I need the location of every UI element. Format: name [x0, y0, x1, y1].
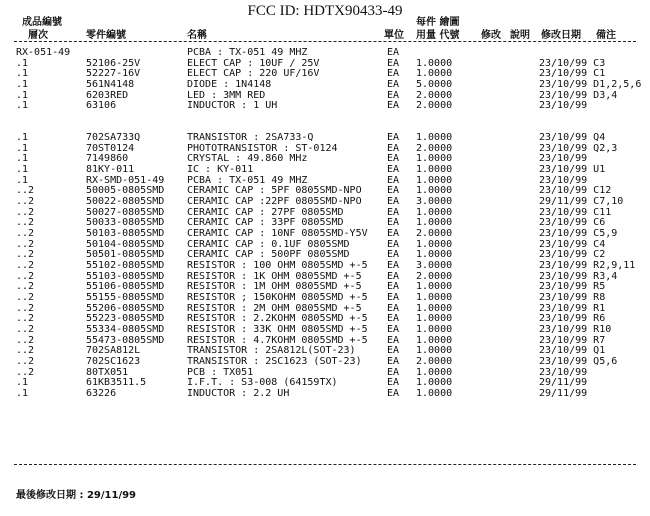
row-date-reference: 23/10/99 [539, 153, 588, 165]
row-date-reference: 23/10/99 R10 [539, 324, 612, 336]
row-part-number: 55223-0805SMD [86, 313, 165, 325]
row-part-number: 55334-0805SMD [86, 324, 165, 336]
row-unit: EA [387, 57, 400, 69]
row-level: .1 [16, 57, 29, 69]
row-date-reference: 23/10/99 R5 [539, 281, 606, 293]
row-description: CERAMIC CAP : 500PF 0805SMD [187, 249, 350, 261]
row-unit: EA [387, 79, 400, 91]
row-level: .1 [16, 68, 29, 80]
row-quantity: 1.0000 [416, 132, 453, 144]
row-part-number: 55106-0805SMD [86, 281, 165, 293]
row-date-reference: 29/11/99 [539, 377, 588, 389]
row-unit: EA [387, 132, 400, 144]
bom-table [0, 48, 650, 400]
row-date-reference: 23/10/99 [539, 100, 588, 112]
row-part-number: 52227-16V [86, 68, 141, 80]
row-unit: EA [387, 238, 400, 250]
row-description: RESISTOR : 4.7KOHM 0805SMD +-5 [187, 334, 368, 346]
header-product-code: 成品編號 [22, 17, 62, 28]
row-description: RESISTOR : 100 OHM 0805SMD +-5 [187, 260, 368, 272]
row-unit: EA [387, 388, 400, 400]
row-level: .1 [16, 142, 29, 154]
last-modified-date: 最後修改日期 : 29/11/99 [16, 490, 137, 501]
row-part-number: 50005-0805SMD [86, 185, 165, 197]
row-level: ..2 [16, 292, 35, 304]
row-description: PCB : TX051 [187, 366, 254, 378]
row-unit: EA [387, 324, 400, 336]
row-date-reference: 23/10/99 Q5,6 [539, 356, 618, 368]
row-unit: EA [387, 68, 400, 80]
row-date-reference: 23/10/99 U1 [539, 164, 606, 176]
row-part-number: 6203RED [86, 89, 129, 101]
row-level: ..2 [16, 217, 35, 229]
row-quantity: 3.0000 [416, 260, 453, 272]
row-description: CERAMIC CAP : 33PF 0805SMD [187, 217, 344, 229]
row-level: ..2 [16, 196, 35, 208]
row-unit: EA [387, 249, 400, 261]
fcc-id-title: FCC ID: HDTX90433-49 [247, 3, 403, 19]
row-quantity: 1.0000 [416, 366, 453, 378]
row-level: ..2 [16, 281, 35, 293]
row-level: .1 [16, 100, 29, 112]
row-quantity: 1.0000 [416, 302, 453, 314]
row-part-number: 50104-0805SMD [86, 238, 165, 250]
row-quantity: 2.0000 [416, 89, 453, 101]
row-quantity: 1.0000 [416, 249, 453, 261]
row-quantity: 2.0000 [416, 356, 453, 368]
row-part-number: 55102-0805SMD [86, 260, 165, 272]
row-quantity: 2.0000 [416, 100, 453, 112]
row-quantity: 1.0000 [416, 174, 453, 186]
row-part-number: 7149860 [86, 153, 129, 165]
header-part-no: 零件編號 [86, 30, 126, 41]
row-quantity: 1.0000 [416, 334, 453, 346]
row-part-number: 702SA812L [86, 345, 141, 357]
row-level: .1 [16, 377, 29, 389]
row-date-reference: 23/10/99 R8 [539, 292, 606, 304]
row-part-number: 63226 [86, 388, 117, 400]
row-quantity: 1.0000 [416, 68, 453, 80]
table-row [0, 389, 650, 400]
row-unit: EA [387, 292, 400, 304]
row-description: PCBA : TX-051 49 MHZ [187, 174, 308, 186]
row-description: CERAMIC CAP : 27PF 0805SMD [187, 206, 344, 218]
row-unit: EA [387, 164, 400, 176]
row-level: .1 [16, 153, 29, 165]
row-date-reference: 23/10/99 C3 [539, 57, 606, 69]
header-revision: 修改 [481, 30, 501, 41]
row-part-number: 50027-0805SMD [86, 206, 165, 218]
row-part-number: 55155-0805SMD [86, 292, 165, 304]
row-unit: EA [387, 89, 400, 101]
row-description: CERAMIC CAP : 5PF 0805SMD-NPO [187, 185, 362, 197]
row-unit: EA [387, 174, 400, 186]
row-quantity: 2.0000 [416, 228, 453, 240]
row-part-number: RX-SMD-051-49 [86, 174, 165, 186]
row-description: CRYSTAL : 49.860 MHz [187, 153, 308, 165]
row-part-number: 52106-25V [86, 57, 141, 69]
row-unit: EA [387, 313, 400, 325]
row-quantity: 1.0000 [416, 292, 453, 304]
row-part-number: 50022-0805SMD [86, 196, 165, 208]
row-description: ELECT CAP : 10UF / 25V [187, 57, 320, 69]
row-level: ..2 [16, 324, 35, 336]
row-quantity: 1.0000 [416, 238, 453, 250]
row-quantity: 1.0000 [416, 377, 453, 389]
row-description: RESISTOR : 1M OHM 0805SMD +-5 [187, 281, 362, 293]
row-part-number: 50501-0805SMD [86, 249, 165, 261]
row-description: RESISTOR : 33K OHM 0805SMD +-5 [187, 324, 368, 336]
row-date-reference: 23/10/99 R1 [539, 302, 606, 314]
row-unit: EA [387, 228, 400, 240]
row-part-number: 63106 [86, 100, 117, 112]
row-quantity: 1.0000 [416, 388, 453, 400]
row-unit: EA [387, 356, 400, 368]
row-description: IC : KY-011 [187, 164, 254, 176]
row-unit: EA [387, 260, 400, 272]
row-date-reference: 23/10/99 C4 [539, 238, 606, 250]
header-divider [14, 41, 636, 42]
row-description: LED : 3MM RED [187, 89, 266, 101]
row-level: ..2 [16, 302, 35, 314]
table-row [0, 101, 650, 112]
row-spacer [0, 112, 650, 133]
row-description: RESISTOR : 2M OHM 0805SMD +-5 [187, 302, 362, 314]
row-description: DIODE : 1N4148 [187, 79, 272, 91]
row-unit: EA [387, 196, 400, 208]
row-unit: EA [387, 47, 400, 58]
row-date-reference: 29/11/99 C7,10 [539, 196, 624, 208]
row-unit: EA [387, 185, 400, 197]
row-level: ..2 [16, 345, 35, 357]
row-date-reference: 23/10/99 Q4 [539, 132, 606, 144]
header-remarks: 備注 [596, 30, 616, 41]
row-date-reference: 23/10/99 R6 [539, 313, 606, 325]
row-unit: EA [387, 281, 400, 293]
row-date-reference: 23/10/99 R3,4 [539, 270, 618, 282]
row-date-reference: 23/10/99 C11 [539, 206, 612, 218]
row-date-reference: 23/10/99 C12 [539, 185, 612, 197]
row-date-reference: 29/11/99 [539, 388, 588, 400]
header-name: 名稱 [187, 30, 207, 41]
row-description: PHOTOTRANSISTOR : ST-0124 [187, 142, 338, 154]
row-date-reference: 23/10/99 D3,4 [539, 89, 618, 101]
row-part-number: 702SC1623 [86, 356, 141, 368]
row-date-reference: 23/10/99 [539, 366, 588, 378]
row-quantity: 1.0000 [416, 206, 453, 218]
row-quantity: 1.0000 [416, 217, 453, 229]
row-level: ..2 [16, 356, 35, 368]
row-description: RESISTOR ; 150KOHM 0805SMD +-5 [187, 292, 368, 304]
row-quantity: 1.0000 [416, 313, 453, 325]
row-description: PCBA : TX-051 49 MHZ [187, 47, 308, 58]
row-date-reference: 23/10/99 C5,9 [539, 228, 618, 240]
row-unit: EA [387, 345, 400, 357]
header-qty-code: 用量 代號 [416, 30, 460, 41]
row-level: .1 [16, 164, 29, 176]
row-unit: EA [387, 366, 400, 378]
row-part-number: 55103-0805SMD [86, 270, 165, 282]
row-description: TRANSISTOR : 2SC1623 (SOT-23) [187, 356, 362, 368]
row-quantity: 1.0000 [416, 57, 453, 69]
row-quantity: 5.0000 [416, 79, 453, 91]
row-unit: EA [387, 153, 400, 165]
row-part-number: 81KY-011 [86, 164, 135, 176]
row-part-number: 702SA733Q [86, 132, 141, 144]
row-level: ..2 [16, 334, 35, 346]
row-level: .1 [16, 79, 29, 91]
row-quantity: 1.0000 [416, 164, 453, 176]
row-description: INDUCTOR : 2.2 UH [187, 388, 290, 400]
footer-divider [14, 464, 636, 465]
row-date-reference: 23/10/99 D1,2,5,6 [539, 79, 642, 91]
row-level: ..2 [16, 206, 35, 218]
row-quantity: 1.0000 [416, 281, 453, 293]
row-unit: EA [387, 100, 400, 112]
row-unit: EA [387, 377, 400, 389]
row-level: .1 [16, 174, 29, 186]
row-part-number: 50033-0805SMD [86, 217, 165, 229]
row-description: I.F.T. : S3-008 (64159TX) [187, 377, 338, 389]
row-level: ..2 [16, 238, 35, 250]
row-description: TRANSISTOR : 2SA733-Q [187, 132, 314, 144]
row-date-reference: 23/10/99 Q1 [539, 345, 606, 357]
row-level: ..2 [16, 228, 35, 240]
row-description: RESISTOR : 2.2KOHM 0805SMD +-5 [187, 313, 368, 325]
row-quantity: 1.0000 [416, 345, 453, 357]
row-date-reference: 23/10/99 R2,9,11 [539, 260, 636, 272]
row-quantity: 2.0000 [416, 270, 453, 282]
row-part-number: 55473-0805SMD [86, 334, 165, 346]
row-part-number: 61KB3511.5 [86, 377, 147, 389]
row-level: .1 [16, 89, 29, 101]
row-part-number: 55206-0805SMD [86, 302, 165, 314]
row-date-reference: 23/10/99 C2 [539, 249, 606, 261]
row-quantity: 1.0000 [416, 324, 453, 336]
row-level: ..2 [16, 249, 35, 261]
row-date-reference: 23/10/99 C1 [539, 68, 606, 80]
header-per-unit-drawing: 每件 繪圖 [416, 17, 460, 28]
row-level: RX-051-49 [16, 47, 71, 58]
row-level: .1 [16, 132, 29, 144]
row-description: INDUCTOR : 1 UH [187, 100, 278, 112]
row-description: RESISTOR : 1K OHM 0805SMD +-5 [187, 270, 362, 282]
header-explanation: 說明 [510, 30, 530, 41]
row-part-number: 561N4148 [86, 79, 135, 91]
row-level: .1 [16, 388, 29, 400]
row-unit: EA [387, 206, 400, 218]
row-level: ..2 [16, 260, 35, 272]
row-date-reference: 23/10/99 C6 [539, 217, 606, 229]
row-quantity: 1.0000 [416, 185, 453, 197]
row-level: ..2 [16, 366, 35, 378]
header-level: 層次 [28, 30, 48, 41]
row-part-number: 50103-0805SMD [86, 228, 165, 240]
row-quantity: 1.0000 [416, 153, 453, 165]
row-date-reference: 23/10/99 Q2,3 [539, 142, 618, 154]
row-level: ..2 [16, 270, 35, 282]
row-description: CERAMIC CAP : 10NF 0805SMD-Y5V [187, 228, 368, 240]
row-unit: EA [387, 217, 400, 229]
row-date-reference: 23/10/99 [539, 174, 588, 186]
row-description: CERAMIC CAP : 0.1UF 0805SMD [187, 238, 350, 250]
row-part-number: 70ST0124 [86, 142, 135, 154]
row-part-number: 80TX051 [86, 366, 129, 378]
header-unit: 單位 [384, 30, 404, 41]
row-level: ..2 [16, 185, 35, 197]
row-unit: EA [387, 142, 400, 154]
row-unit: EA [387, 270, 400, 282]
row-quantity: 3.0000 [416, 196, 453, 208]
row-unit: EA [387, 334, 400, 346]
row-unit: EA [387, 302, 400, 314]
header-revision-date: 修改日期 [541, 30, 581, 41]
row-level: ..2 [16, 313, 35, 325]
row-description: ELECT CAP : 220 UF/16V [187, 68, 320, 80]
row-date-reference: 23/10/99 R7 [539, 334, 606, 346]
row-description: CERAMIC CAP :22PF 0805SMD-NPO [187, 196, 362, 208]
row-quantity: 2.0000 [416, 142, 453, 154]
row-description: TRANSISTOR : 2SA812L(SOT-23) [187, 345, 356, 357]
